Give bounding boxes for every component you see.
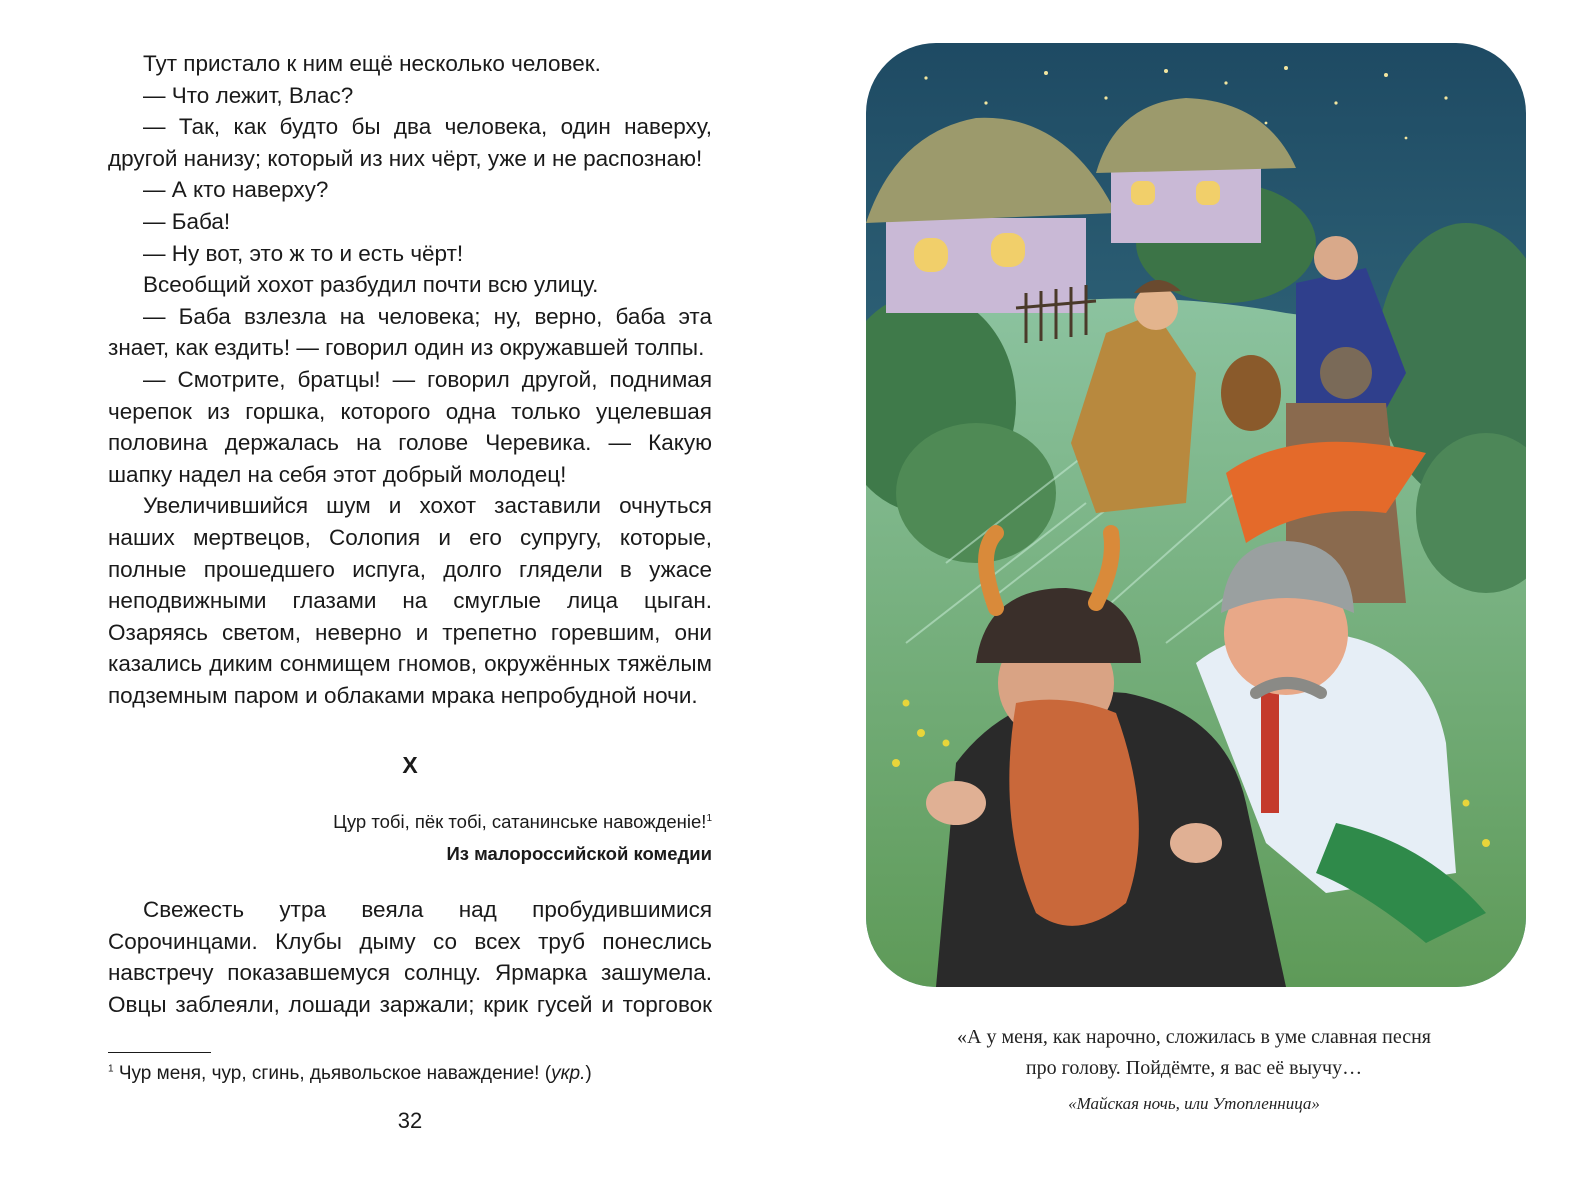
paragraph: — Что лежит, Влас? <box>143 82 354 108</box>
footnote-rule <box>108 1052 211 1053</box>
footnote <box>108 1060 712 1088</box>
paragraph: — Так, как будто бы два человека, один наверху, другой нанизу; который из них чёрт, уже и не распознаю! <box>108 114 712 171</box>
epigraph-line <box>108 806 712 838</box>
paragraph: Увеличившийся шум и хохот заставили очнуться наших мертвецов, Солопия и его супругу, которые, полные прошедшего испуга, долго глядели в ужасе неподвижными глазами на смуглые лица цыган. Озаряясь светом, неверно и трепетно горевшим, они казались диким сонмищем гномов, окружённых тяжёлым подземным паром и облаками мрака непробудной ночи. <box>108 493 712 708</box>
paragraph: — Баба! <box>143 208 231 234</box>
right-page <box>790 0 1576 1198</box>
footnote-mark[interactable]: 1 <box>706 812 712 824</box>
page-number: 32 <box>397 1108 423 1133</box>
caption-line: про голову. Пойдёмте, я вас её выучу… <box>1025 1057 1363 1079</box>
footnote-text: Чур меня, чур, сгинь, дьявольское наваждение! ( <box>118 1063 552 1084</box>
chapter-number: X <box>402 752 418 778</box>
epigraph <box>108 806 712 870</box>
illustration-art <box>866 43 1526 987</box>
epigraph-source: Из малороссийской комедии <box>446 843 712 864</box>
paragraph: Тут пристало к ним ещё несколько человек. <box>143 51 601 76</box>
paragraph: — Ну вот, это ж то и есть чёрт! <box>143 240 464 266</box>
paragraph: — Смотрите, братцы! — говорил другой, поднимая черепок из горшка, которого одна только уцелевшая половина держалась на голове Черевика. — Какую шапку надел на себя этот добрый молодец! <box>108 366 712 487</box>
epigraph-text: Цур тобі, пёк тобі, сатанинське навожденіе! <box>333 811 707 832</box>
footnote-lang: укр. <box>551 1063 586 1084</box>
paragraph: Свежесть утра веяла над пробудившимися Сорочинцами. Клубы дыму со всех труб понеслись навстречу показавшемуся солнцу. Ярмарка зашумела. Овцы заблеяли, лошади заржали; крик гусей и торговок <box>108 897 712 1017</box>
body-text <box>108 48 712 711</box>
paragraph: — Баба взлезла на человека; ну, верно, баба эта знает, как ездить! — говорил один из окружавшей толпы. <box>108 303 712 361</box>
paragraph: Всеобщий хохот разбудил почти всю улицу. <box>143 272 599 298</box>
paragraph: — А кто наверху? <box>143 177 329 203</box>
illustration-caption <box>886 1022 1502 1084</box>
illustration <box>866 43 1526 987</box>
caption-source: «Майская ночь, или Утопленница» <box>1068 1094 1320 1113</box>
caption-line: «А у меня, как нарочно, сложилась в уме славная песня <box>957 1026 1431 1048</box>
footnote-number: 1 <box>108 1063 114 1075</box>
footnote-close: ) <box>585 1063 592 1084</box>
chapter-text <box>108 894 712 1020</box>
